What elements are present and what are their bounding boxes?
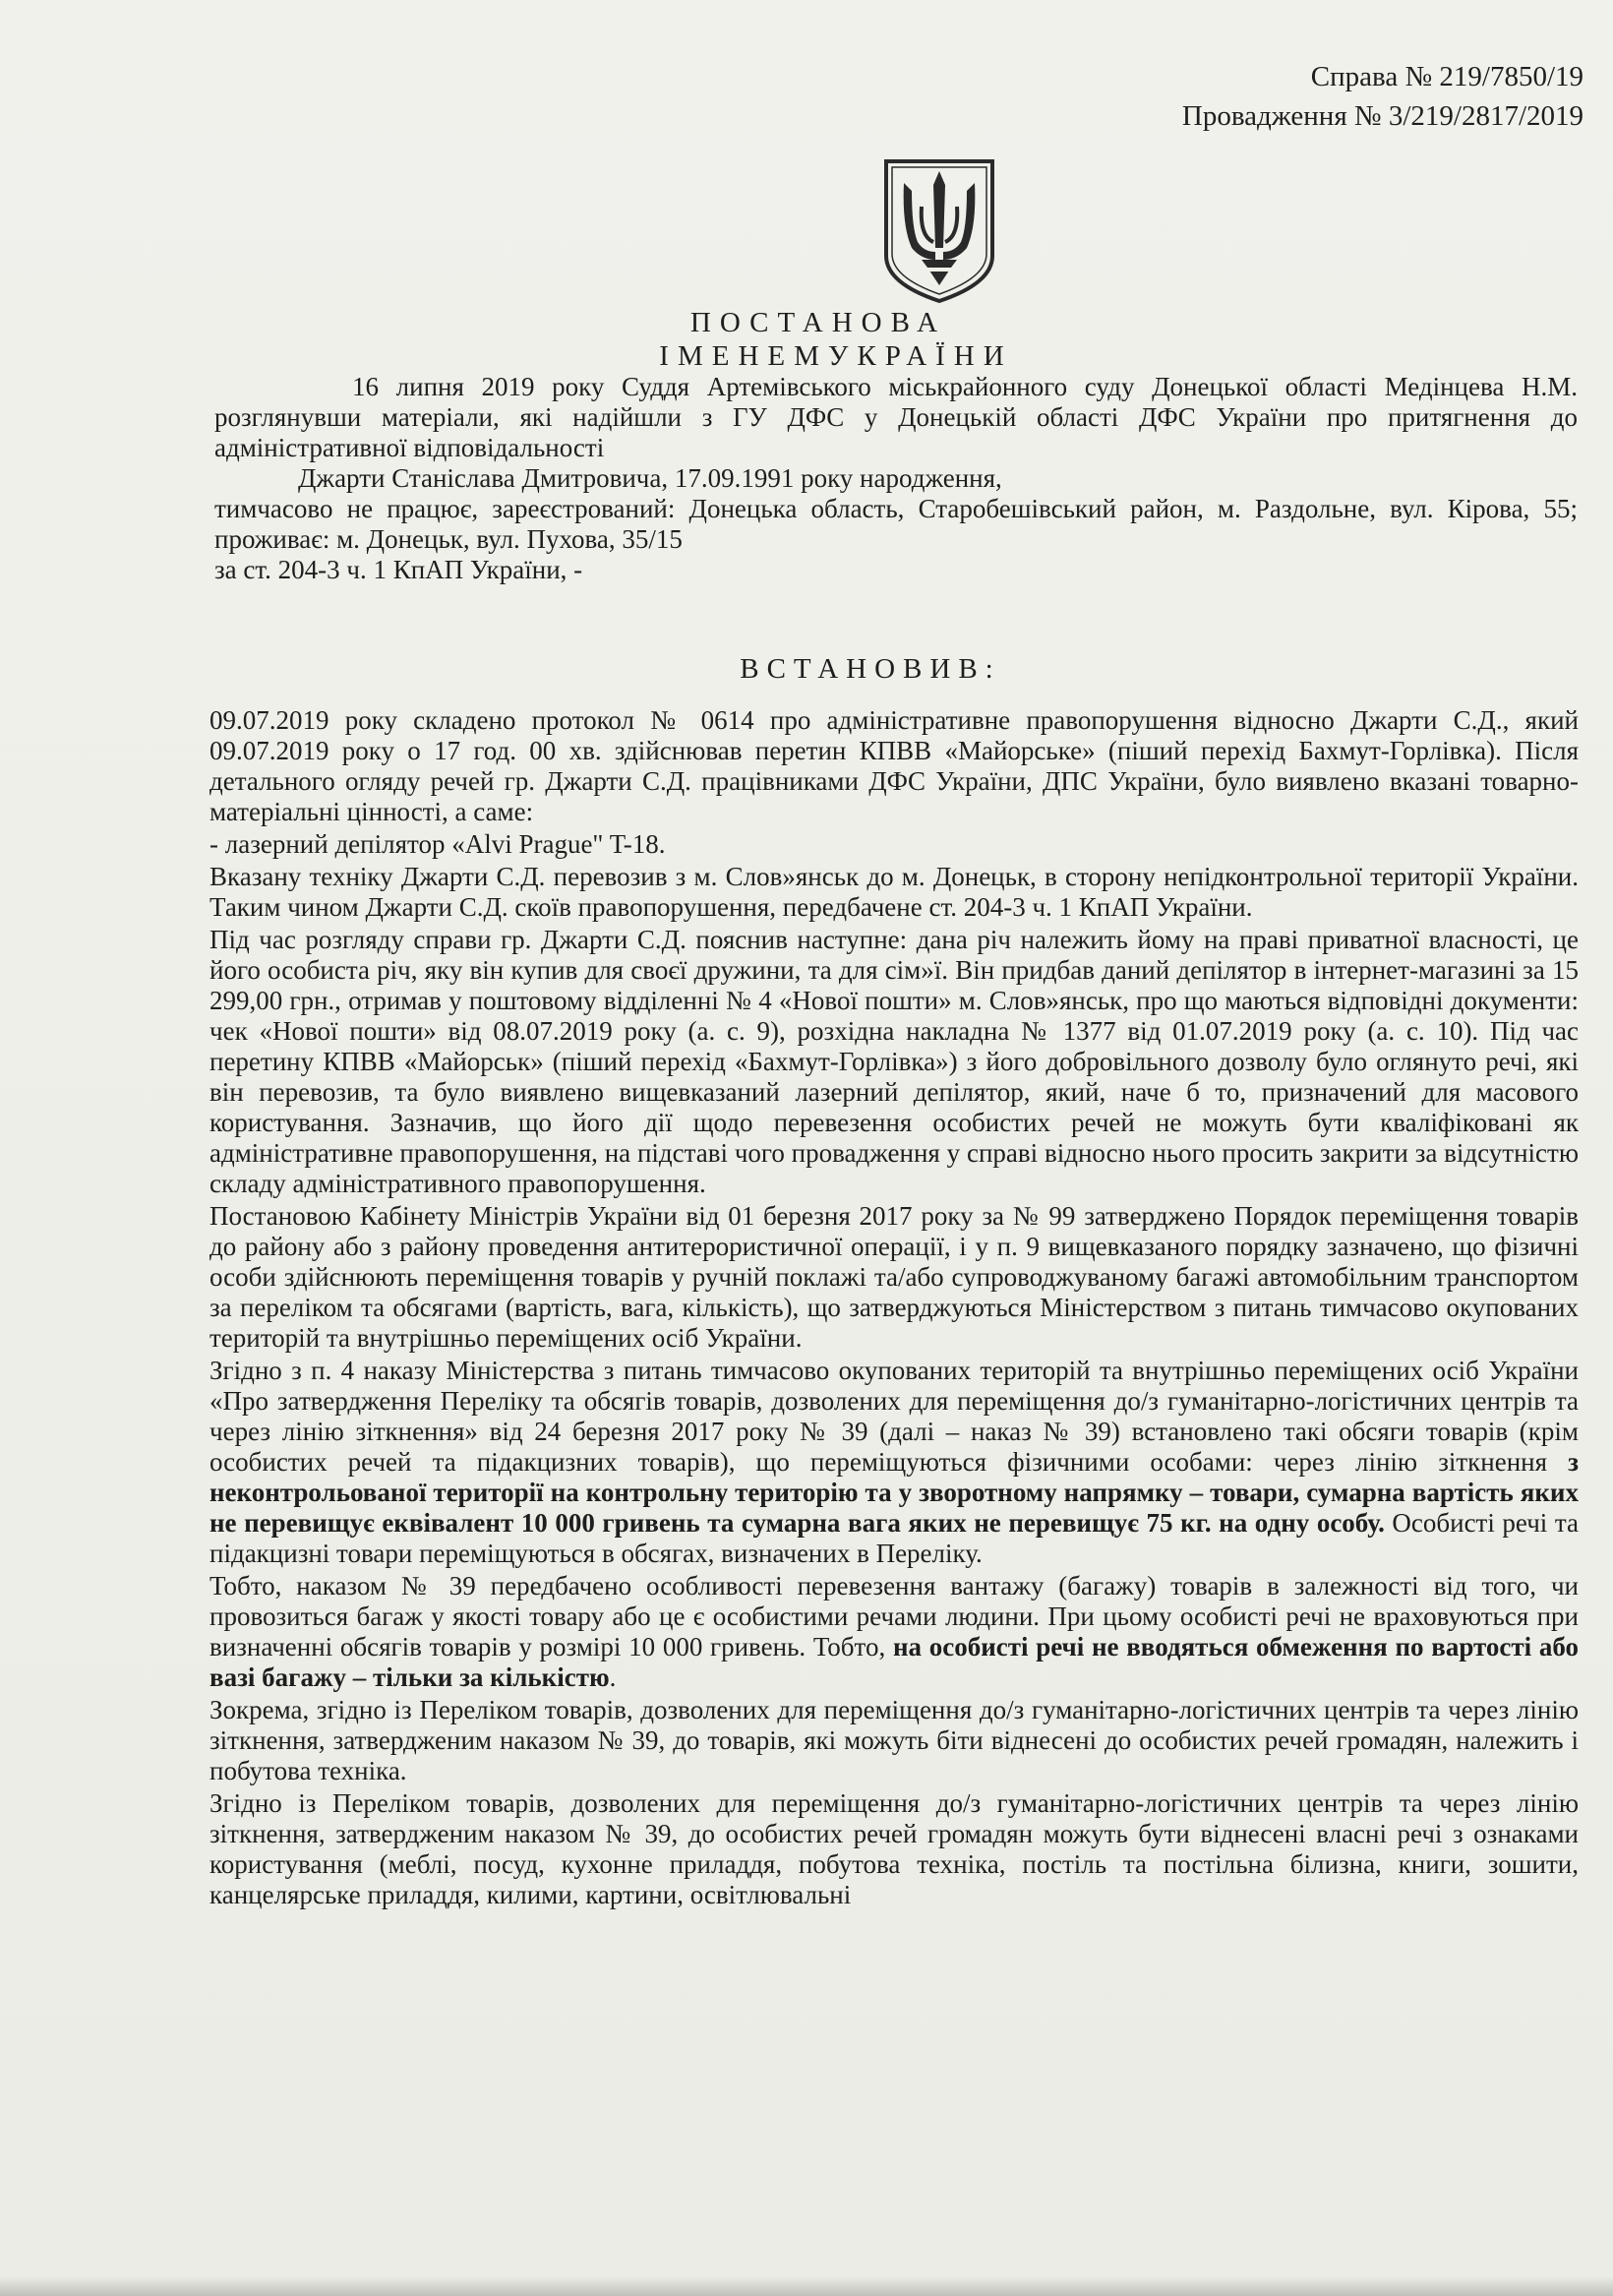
body-paragraph: Зокрема, згідно із Переліком товарів, дозволених для переміщення до/з гуманітарно-логістичних центрів та через лінію зіткнення, затвердженим наказом № 39, до товарів, які можуть біти віднесені до особистих речей громадян, належить і побутова техніка. [209, 1695, 1579, 1785]
body-paragraph [209, 1571, 1579, 1693]
body-bold-run: з неконтрольованої території на контрольну територію та у зворотному напрямку – товари, сумарна вартість яких не перевищує еквівалент 10 000 гривень та сумарна вага яких не перевищує 75 кг. на одну особу. [209, 1447, 1579, 1538]
body-text-run: Особисті речі та підакцизні товари переміщуються в обсягах, визначених в Переліку. [209, 1508, 1579, 1568]
case-number: Справа № 219/7850/19 [1310, 61, 1583, 92]
established-heading: ВСТАНОВИВ: [740, 653, 1001, 685]
document-subtitle: ІМЕНЕМУКРАЇНИ [659, 340, 1013, 372]
case-reference [1182, 57, 1583, 136]
trident-coat-of-arms-icon [882, 157, 996, 305]
defendant-name: Джарти Станіслава Дмитровича, 17.09.1991 року народження, [298, 463, 1002, 493]
intro-section [214, 372, 1578, 585]
defendant-address: тимчасово не працює, зареєстрований: Донецька область, Старобешівський район, м. Раздольне, вул. Кірова, 55; проживає: м. Донецьк, вул. Пухова, 35/15 [214, 494, 1578, 554]
body-paragraph: Згідно із Переліком товарів, дозволених для переміщення до/з гуманітарно-логістичних центрів та через лінію зіткнення, затвердженим наказом № 39, до особистих речей громадян можуть бути віднесені власні речі з ознаками користування (меблі, посуд, кухонне приладдя, побутова техніка, постіль та постільна білизна, книги, зошити, канцелярське приладдя, килими, картини, освітлювальні [209, 1788, 1579, 1909]
body-paragraph: Постановою Кабінету Міністрів України від 01 березня 2017 року за № 99 затверджено Порядок переміщення товарів до району або з району проведення антитерористичної операції, і у п. 9 вищевказаного порядку зазначено, що фізичні особи здійснюють переміщення товарів у ручній поклажі та/або супроводжуваному багажі автомобільним транспортом за переліком та обсягами (вартість, вага, кількість), що затверджуються Міністерством з питань тимчасово окупованих територій та внутрішньо переміщених осіб України. [209, 1201, 1579, 1353]
body-paragraph: - лазерний депілятор «Alvi Prague" T-18. [209, 829, 666, 859]
body-bold-run: на особисті речі не вводяться обмеження по вартості або вазі багажу – тільки за кількістю [209, 1632, 1579, 1692]
page-bottom-edge [0, 2276, 1613, 2296]
intro-paragraph: 16 липня 2019 року Суддя Артемівського міськрайонного суду Донецької області Медінцева Н.М. розглянувши матеріали, які надійшли з ГУ ДФС у Донецькій області ДФС України про притягнення до адміністративної відповідальності [214, 372, 1578, 462]
body-paragraph [209, 1356, 1579, 1569]
body-paragraph: Вказану техніку Джарти С.Д. перевозив з м. Слов»янськ до м. Донецьк, в сторону непідконтрольної території України. Таким чином Джарти С.Д. скоїв правопорушення, передбачене ст. 204-3 ч. 1 КпАП України. [209, 862, 1579, 922]
body-text-run: Тобто, наказом № 39 передбачено особливості перевезення вантажу (багажу) товарів в залежності від того, чи провозиться багаж у якості товару або це є особистими речами людини. При цьому особисті речі не враховуються при визначенні обсягів товарів у розмірі 10 000 гривень. Тобто, [209, 1571, 1579, 1662]
body-text-run: . [609, 1662, 617, 1692]
document-body [209, 705, 1579, 1912]
body-paragraph: Під час розгляду справи гр. Джарти С.Д. пояснив наступне: дана річ належить йому на праві приватної власності, це його особиста річ, яку він купив для своєї дружини, та для сім»ї. Він придбав даний депілятор в інтернет-магазині за 15 299,00 грн., отримав у поштовому відділенні № 4 «Нової пошти» м. Слов»янськ, про що маються відповідні документи: чек «Нової пошти» від 08.07.2019 року (а. с. 9), розхідна накладна № 1377 від 01.07.2019 року (а. с. 10). Під час перетину КПВВ «Майорськ» (піший перехід «Бахмут-Горлівка») з його добровільного дозволу було оглянуто речі, які він перевозив, та було виявлено вищевказаний лазерний депілятор, який, наче б то, призначений для масового користування. Зазначив, що його дії щодо перевезення особистих речей не можуть бути кваліфіковані як адміністративне правопорушення, на підставі чого провадження у справі відносно нього просить закрити за відсутністю складу адміністративного правопорушення. [209, 925, 1579, 1198]
body-text-run: Згідно з п. 4 наказу Міністерства з питань тимчасово окупованих територій та внутрішньо переміщених осіб України «Про затвердження Переліку та обсягів товарів, дозволених для переміщення до/з гуманітарно-логістичних центрів та через лінію зіткнення» від 24 березня 2017 року № 39 (далі – наказ № 39) встановлено такі обсяги товарів (крім особистих речей та підакцизних товарів), що переміщуються фізичними особами: через лінію зіткнення [209, 1356, 1579, 1477]
document-title: ПОСТАНОВА [689, 307, 947, 338]
proceeding-number: Провадження № 3/219/2817/2019 [1181, 100, 1583, 132]
body-paragraph: 09.07.2019 року складено протокол № 0614 про адміністративне правопорушення відносно Джарти С.Д., який 09.07.2019 року о 17 год. 00 хв. здійснював перетин КПВВ «Майорське» (піший перехід Бахмут-Горлівка). Після детального огляду речей гр. Джарти С.Д. працівниками ДФС України, ДПС України, було виявлено вказані товарно-матеріальні цінності, а саме: [209, 705, 1579, 826]
legal-article: за ст. 204-3 ч. 1 КпАП України, - [214, 555, 583, 584]
